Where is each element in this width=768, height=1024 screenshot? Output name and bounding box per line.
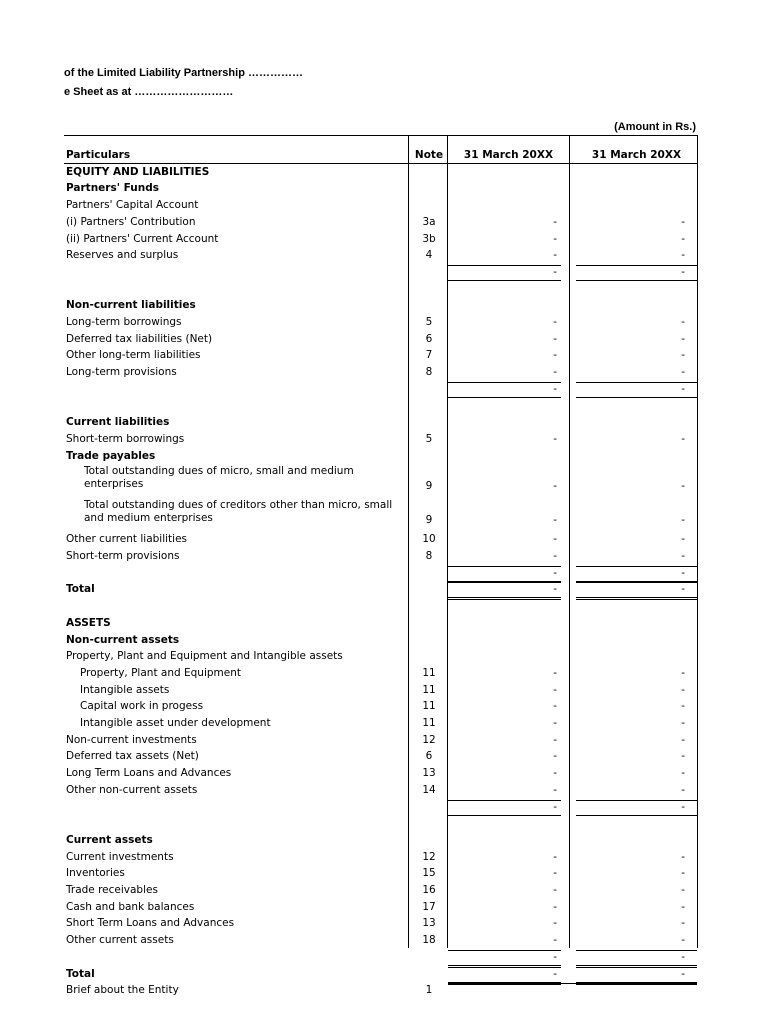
table-right-line xyxy=(697,135,698,948)
row-label: Partners' Funds xyxy=(66,182,159,195)
row-note: 12 xyxy=(422,733,436,746)
row-value-current: - xyxy=(553,717,557,729)
row-label: Short-term borrowings xyxy=(66,432,185,445)
row-note: 11 xyxy=(422,717,436,729)
row-label: Non-current liabilities xyxy=(66,299,196,312)
row-note: 8 xyxy=(425,550,433,562)
row-value-previous: - xyxy=(681,934,685,947)
row-value-current: - xyxy=(553,666,557,679)
row-label: Intangible assets xyxy=(80,683,170,696)
row-label: Other current assets xyxy=(66,934,174,947)
table-row xyxy=(0,332,768,348)
row-value-previous: - xyxy=(681,867,685,880)
row-label: Other long-term liabilities xyxy=(66,349,201,362)
row-label: Intangible asset under development xyxy=(80,717,271,729)
row-label: Brief about the Entity xyxy=(66,984,179,997)
table-row xyxy=(0,499,768,529)
table-row xyxy=(0,816,768,832)
table-row xyxy=(0,916,768,932)
row-value-current: - xyxy=(553,917,557,930)
table-row xyxy=(0,348,768,364)
table-row xyxy=(0,683,768,699)
row-value-previous: - xyxy=(681,366,685,379)
table-row xyxy=(0,165,768,181)
table-row xyxy=(0,666,768,682)
row-value-current: - xyxy=(553,215,557,228)
row-value-current: - xyxy=(553,783,557,796)
subtotal-top-rule-previous xyxy=(576,800,697,801)
row-value-previous: - xyxy=(681,717,685,729)
row-label: Long Term Loans and Advances xyxy=(66,767,232,780)
row-note: 11 xyxy=(422,700,436,713)
row-value-previous: - xyxy=(681,316,685,328)
row-value-current: - xyxy=(553,800,557,813)
row-value-current: - xyxy=(553,967,557,980)
subtotal-top-rule-current xyxy=(448,967,561,968)
row-label: Long-term borrowings xyxy=(66,316,182,328)
table-row xyxy=(0,733,768,749)
subtotal-top-rule-previous xyxy=(576,382,697,383)
subtotal-top-rule-current xyxy=(448,265,561,266)
row-value-current: - xyxy=(553,332,557,345)
row-value-previous: - xyxy=(681,232,685,245)
table-row xyxy=(0,933,768,949)
row-label: (ii) Partners' Current Account xyxy=(66,232,219,245)
balance-sheet-date-line: e Sheet as at ……………………… xyxy=(64,86,234,98)
row-value-previous: - xyxy=(681,750,685,763)
table-row xyxy=(0,649,768,665)
subtotal-row xyxy=(0,265,768,281)
subtotal-top-rule-current xyxy=(448,800,561,801)
table-row xyxy=(0,248,768,264)
row-note: 11 xyxy=(422,683,436,696)
table-row xyxy=(0,549,768,565)
row-note: 18 xyxy=(422,934,436,947)
row-value-previous: - xyxy=(681,533,685,546)
row-note: 5 xyxy=(425,432,433,445)
row-note: 16 xyxy=(422,884,436,896)
row-value-current: - xyxy=(553,934,557,947)
column-header-row xyxy=(0,148,768,164)
table-row xyxy=(0,633,768,649)
row-value-previous: - xyxy=(681,967,685,980)
row-value-current: - xyxy=(553,566,557,579)
row-value-previous: - xyxy=(681,349,685,362)
row-value-current: - xyxy=(553,366,557,379)
row-value-current: - xyxy=(553,867,557,880)
subtotal-top-rule-current xyxy=(448,566,561,567)
row-label: Deferred tax liabilities (Net) xyxy=(66,332,213,345)
subtotal-row xyxy=(0,566,768,582)
row-value-previous: - xyxy=(681,917,685,930)
row-label: Other current liabilities xyxy=(66,533,188,546)
table-row xyxy=(0,716,768,732)
row-label: Short-term provisions xyxy=(66,550,180,562)
row-label: Short Term Loans and Advances xyxy=(66,917,235,930)
row-label: Trade payables xyxy=(66,449,156,462)
table-row xyxy=(0,900,768,916)
row-value-previous: - xyxy=(681,700,685,713)
row-note: 6 xyxy=(425,332,433,345)
row-value-current: - xyxy=(553,249,557,262)
table-row xyxy=(0,699,768,715)
table-top-rule xyxy=(64,135,698,136)
table-row xyxy=(0,449,768,465)
row-note: 5 xyxy=(425,316,433,328)
row-value-previous: - xyxy=(681,550,685,562)
row-value-current: - xyxy=(553,683,557,696)
column-header-previous-year: 31 March 20XX xyxy=(591,149,682,161)
row-note: 6 xyxy=(425,750,433,763)
subtotal-top-rule-previous xyxy=(576,967,697,968)
row-value-current: - xyxy=(553,550,557,562)
row-note: 3a xyxy=(422,215,436,228)
row-label: Property, Plant and Equipment xyxy=(80,666,241,679)
row-value-current: - xyxy=(553,513,557,526)
column-header-current-year: 31 March 20XX xyxy=(463,149,554,161)
table-row xyxy=(0,766,768,782)
row-note: 3b xyxy=(422,232,436,245)
row-value-current: - xyxy=(553,316,557,328)
row-note: 17 xyxy=(422,900,436,913)
row-label: Current liabilities xyxy=(66,416,170,429)
row-value-current: - xyxy=(553,900,557,913)
row-label: (i) Partners' Contribution xyxy=(66,215,196,228)
row-value-current: - xyxy=(553,232,557,245)
row-value-previous: - xyxy=(681,666,685,679)
row-label: Current investments xyxy=(66,850,174,863)
row-value-current: - xyxy=(553,533,557,546)
row-note: 15 xyxy=(422,867,436,880)
table-row xyxy=(0,415,768,431)
row-value-previous: - xyxy=(681,884,685,896)
row-value-current: - xyxy=(553,767,557,780)
row-value-previous: - xyxy=(681,432,685,445)
table-row xyxy=(0,181,768,197)
row-label: Inventories xyxy=(66,867,125,880)
row-label: Trade receivables xyxy=(66,884,158,896)
row-label: EQUITY AND LIABILITIES xyxy=(66,165,210,178)
row-value-previous: - xyxy=(681,332,685,345)
row-value-current: - xyxy=(553,265,557,278)
row-value-current: - xyxy=(553,750,557,763)
row-value-current: - xyxy=(553,700,557,713)
row-note: 13 xyxy=(422,917,436,930)
brief-entity-box xyxy=(448,983,697,1000)
row-label: Capital work in progess xyxy=(80,700,204,713)
row-value-current: - xyxy=(553,733,557,746)
row-label: Long-term provisions xyxy=(66,366,177,379)
subtotal-top-rule-current xyxy=(448,950,561,951)
subtotal-top-rule-current xyxy=(448,382,561,383)
value2-column-left-line xyxy=(569,135,570,948)
row-value-current: - xyxy=(553,382,557,395)
value1-column-left-line xyxy=(447,135,448,948)
note-column-left-line xyxy=(408,135,409,948)
subtotal-top-rule-previous xyxy=(576,265,697,266)
row-label: Non-current investments xyxy=(66,733,197,746)
row-value-current: - xyxy=(553,884,557,896)
column-header-particulars: Particulars xyxy=(66,149,131,161)
row-note: 8 xyxy=(425,366,433,379)
row-note: 1 xyxy=(425,984,433,997)
row-label: Total xyxy=(66,583,95,596)
table-row xyxy=(0,749,768,765)
table-row xyxy=(0,833,768,849)
row-value-previous: - xyxy=(681,215,685,228)
row-note: 7 xyxy=(425,349,433,362)
row-note: 12 xyxy=(422,850,436,863)
row-value-previous: - xyxy=(681,767,685,780)
table-row xyxy=(0,315,768,331)
row-value-previous: - xyxy=(681,513,685,526)
row-value-previous: - xyxy=(681,566,685,579)
row-value-previous: - xyxy=(681,480,685,493)
row-value-current: - xyxy=(553,349,557,362)
table-row xyxy=(0,850,768,866)
table-row xyxy=(0,532,768,548)
row-label: Current assets xyxy=(66,833,153,846)
row-label: Total outstanding dues of micro, small and medium enterprises xyxy=(84,465,354,491)
row-value-previous: - xyxy=(681,950,685,963)
row-value-previous: - xyxy=(681,265,685,278)
row-note: 10 xyxy=(422,533,436,546)
row-note: 11 xyxy=(422,666,436,679)
total-row xyxy=(0,582,768,598)
row-label: Partners' Capital Account xyxy=(66,199,199,212)
subtotal-row xyxy=(0,382,768,398)
row-label: Total xyxy=(66,967,95,980)
row-value-previous: - xyxy=(681,249,685,262)
amount-unit-note: (Amount in Rs.) xyxy=(614,121,696,133)
row-value-previous: - xyxy=(681,800,685,813)
table-row xyxy=(0,232,768,248)
table-row xyxy=(0,432,768,448)
subtotal-row xyxy=(0,800,768,816)
subtotal-top-rule-previous xyxy=(576,582,697,583)
row-note: 13 xyxy=(422,767,436,780)
table-row xyxy=(0,365,768,381)
row-value-previous: - xyxy=(681,683,685,696)
row-value-previous: - xyxy=(681,900,685,913)
total-row xyxy=(0,967,768,983)
row-value-current: - xyxy=(553,850,557,863)
row-label: Deferred tax assets (Net) xyxy=(66,750,199,763)
row-label: Other non-current assets xyxy=(66,783,198,796)
table-row xyxy=(0,866,768,882)
row-value-current: - xyxy=(553,950,557,963)
table-row xyxy=(0,198,768,214)
row-label: Total outstanding dues of creditors other than micro, small and medium enterprises xyxy=(84,498,393,524)
row-label: Reserves and surplus xyxy=(66,249,179,262)
row-note: 9 xyxy=(425,513,433,526)
row-note: 4 xyxy=(425,249,433,262)
table-row xyxy=(0,399,768,415)
row-label: ASSETS xyxy=(66,616,111,629)
row-value-current: - xyxy=(553,583,557,596)
row-note: 14 xyxy=(422,783,436,796)
row-value-current: - xyxy=(553,432,557,445)
row-value-previous: - xyxy=(681,850,685,863)
table-row xyxy=(0,599,768,615)
row-value-previous: - xyxy=(681,733,685,746)
subtotal-top-rule-previous xyxy=(576,566,697,567)
table-row xyxy=(0,616,768,632)
row-note: 9 xyxy=(425,480,433,493)
subtotal-top-rule-current xyxy=(448,582,561,583)
document-title: of the Limited Liability Partnership …………… xyxy=(64,67,303,79)
table-row xyxy=(0,783,768,799)
row-label: Property, Plant and Equipment and Intangible assets xyxy=(66,650,343,663)
table-row xyxy=(0,465,768,495)
row-value-current: - xyxy=(553,480,557,493)
row-value-previous: - xyxy=(681,583,685,596)
row-label: Cash and bank balances xyxy=(66,900,195,913)
row-label: Non-current assets xyxy=(66,633,180,646)
row-value-previous: - xyxy=(681,783,685,796)
subtotal-row xyxy=(0,950,768,966)
column-header-note: Note xyxy=(414,149,444,161)
table-row xyxy=(0,298,768,314)
subtotal-top-rule-previous xyxy=(576,950,697,951)
row-value-previous: - xyxy=(681,382,685,395)
table-row xyxy=(0,883,768,899)
table-row xyxy=(0,215,768,231)
table-row xyxy=(0,282,768,298)
